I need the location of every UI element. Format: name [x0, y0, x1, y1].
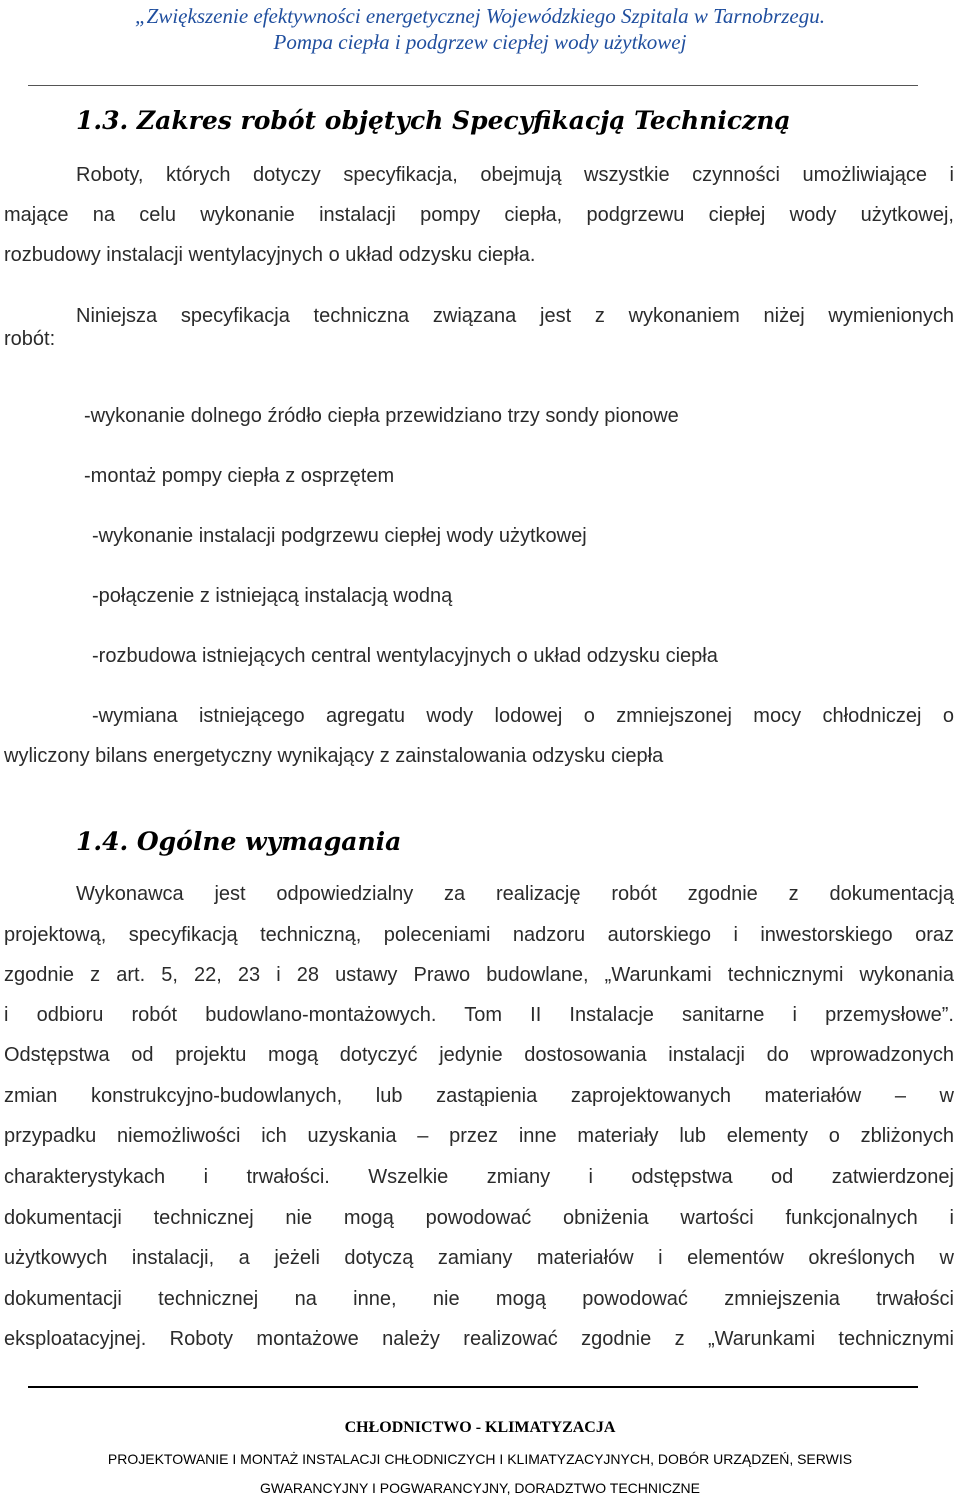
footer-divider: [28, 1386, 918, 1388]
requirements-line: i odbioru robót budowlano-montażowych. Tom II Instalacje sanitarne i przemysłowe”.: [4, 1004, 954, 1026]
section-heading-1-4: 1.4. Ogólne wymagania: [76, 827, 402, 856]
scope-list-item: -montaż pompy ciepła z osprzętem: [84, 465, 395, 487]
requirements-line: charakterystykach i trwałości. Wszelkie zmiany i odstępstwa od zatwierdzonej: [4, 1166, 954, 1188]
header-title-line2: Pompa ciepła i podgrzew ciepłej wody użytkowej: [273, 30, 687, 54]
scope-list-item: -rozbudowa istniejących central wentylacyjnych o układ odzysku ciepła: [92, 645, 718, 667]
footer-services-line1: PROJEKTOWANIE I MONTAŻ INSTALACJI CHŁODNICZYCH I KLIMATYZACYJNYCH, DOBÓR URZĄDZEŃ, SERWIS: [107, 1451, 853, 1467]
header-title-line1: „Zwiększenie efektywności energetycznej Wojewódzkiego Szpitala w Tarnobrzegu.: [134, 4, 825, 28]
intro-line: rozbudowy instalacji wentylacyjnych o układ odzysku ciepła.: [4, 244, 536, 266]
scope-list-item: -wymiana istniejącego agregatu wody lodowej o zmniejszonej mocy chłodniczej o: [92, 705, 954, 727]
requirements-line: Odstępstwa od projektu mogą dotyczyć jedynie dostosowania instalacji do wprowadzonych: [4, 1044, 954, 1066]
requirements-line: eksploatacyjnej. Roboty montażowe należy realizować zgodnie z „Warunkami technicznymi: [4, 1328, 954, 1350]
scope-list-item: -wykonanie instalacji podgrzewu ciepłej wody użytkowej: [92, 525, 587, 547]
footer-company-title: CHŁODNICTWO - KLIMATYZACJA: [344, 1419, 616, 1436]
requirements-line: użytkowych instalacji, a jeżeli dotyczą zamiany materiałów i elementów określonych w: [4, 1247, 954, 1269]
scope-list-continuation: wyliczony bilans energetyczny wynikający z zainstalowania odzysku ciepła: [4, 745, 664, 767]
scope-list-item: -połączenie z istniejącą instalacją wodną: [92, 585, 453, 607]
requirements-line: dokumentacji technicznej nie mogą powodować obniżenia wartości funkcjonalnych i: [4, 1207, 954, 1229]
intro-line: mające na celu wykonanie instalacji pompy ciepła, podgrzewu ciepłej wody użytkowej,: [4, 204, 954, 226]
intro-line: Roboty, których dotyczy specyfikacja, obejmują wszystkie czynności umożliwiające i: [76, 164, 954, 186]
scope-list-item: -wykonanie dolnego źródło ciepła przewidziano trzy sondy pionowe: [84, 405, 679, 427]
requirements-line: dokumentacji technicznej na inne, nie mogą powodować zmniejszenia trwałości: [4, 1288, 954, 1310]
footer-services-line2: GWARANCYJNY I POGWARANCYJNY, DORADZTWO TECHNICZNE: [260, 1480, 700, 1496]
header-divider: [28, 85, 918, 86]
requirements-line: zgodnie z art. 5, 22, 23 i 28 ustawy Prawo budowlane, „Warunkami technicznymi wykonania: [4, 964, 954, 986]
spec-line: Niniejsza specyfikacja techniczna związana jest z wykonaniem niżej wymienionych: [76, 305, 954, 327]
requirements-line: Wykonawca jest odpowiedzialny za realizację robót zgodnie z dokumentacją: [76, 883, 954, 905]
spec-continuation: robót:: [4, 328, 56, 350]
requirements-line: projektową, specyfikacją techniczną, poleceniami nadzoru autorskiego i inwestorskiego oraz: [4, 924, 954, 946]
section-heading-1-3: 1.3. Zakres robót objętych Specyfikacją Techniczną: [76, 106, 791, 135]
requirements-line: zmian konstrukcyjno-budowlanych, lub zastąpienia zaprojektowanych materiałów – w: [4, 1085, 954, 1107]
requirements-line: przypadku niemożliwości ich uzyskania – przez inne materiały lub elementy o zbliżonych: [4, 1125, 954, 1147]
